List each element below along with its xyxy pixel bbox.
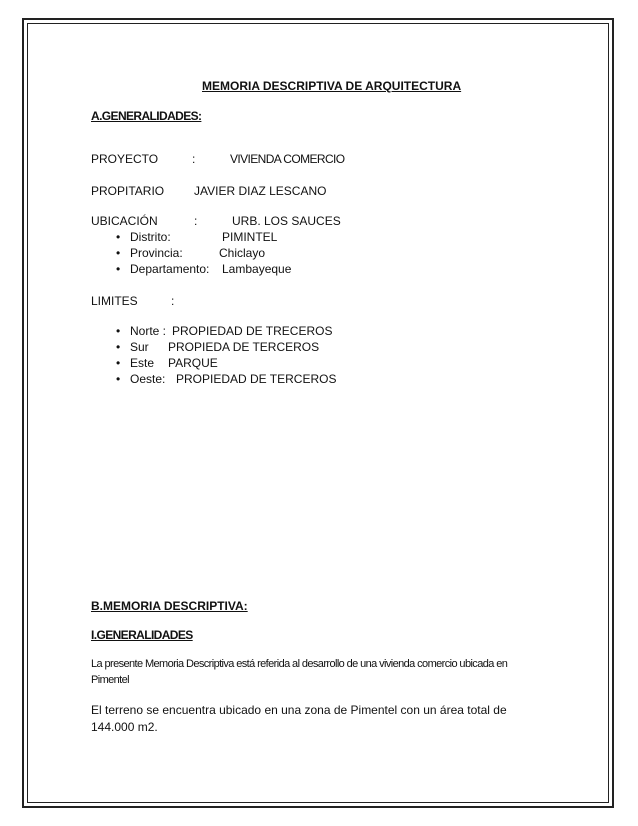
propietario-value: JAVIER DIAZ LESCANO [194,184,327,198]
oeste-value: PROPIEDAD DE TERCEROS [176,372,337,386]
subsection-generalidades: I.GENERALIDADES [91,628,193,642]
proyecto-value: VIVIENDA COMERCIO [230,152,345,166]
bullet-icon: • [116,356,121,370]
norte-value: PROPIEDAD DE TRECEROS [172,324,333,338]
departamento-value: Lambayeque [222,262,292,276]
paragraph-1: La presente Memoria Descriptiva está referida al desarrollo de una vivienda comercio ubicada en Pimentel [91,658,508,686]
este-value: PARQUE [168,356,218,370]
provincia-label: Provincia: [130,246,183,260]
este-label: Este [130,356,155,370]
distrito-value: PIMINTEL [222,230,278,244]
ubicacion-value: URB. LOS SAUCES [232,214,341,228]
section-a-heading: A.GENERALIDADES: [91,109,202,123]
bullet-icon: • [116,262,121,276]
departamento-label: Departamento: [130,262,210,276]
sur-value: PROPIEDA DE TERCEROS [168,340,320,354]
ubicacion-label: UBICACIÓN [91,214,158,228]
limites-separator: : [171,294,175,308]
document-title: MEMORIA DESCRIPTIVA DE ARQUITECTURA [202,79,462,93]
bullet-icon: • [116,372,121,386]
sur-label: Sur [130,340,149,354]
bullet-icon: • [116,246,121,260]
bullet-icon: • [116,324,121,338]
section-b-heading: B.MEMORIA DESCRIPTIVA: [91,599,248,613]
paragraph-2: El terreno se encuentra ubicado en una zona de Pimentel con un área total de 144.000 m2. [91,703,507,734]
ubicacion-separator: : [194,214,198,228]
bullet-icon: • [116,230,121,244]
provincia-value: Chiclayo [219,246,266,260]
oeste-label: Oeste: [130,372,166,386]
norte-label: Norte : [130,324,167,338]
distrito-label: Distrito: [130,230,171,244]
proyecto-separator: : [192,152,196,166]
limites-label: LIMITES [91,294,138,308]
bullet-icon: • [116,340,121,354]
proyecto-label: PROYECTO [91,152,159,166]
propietario-label: PROPITARIO [91,184,165,198]
